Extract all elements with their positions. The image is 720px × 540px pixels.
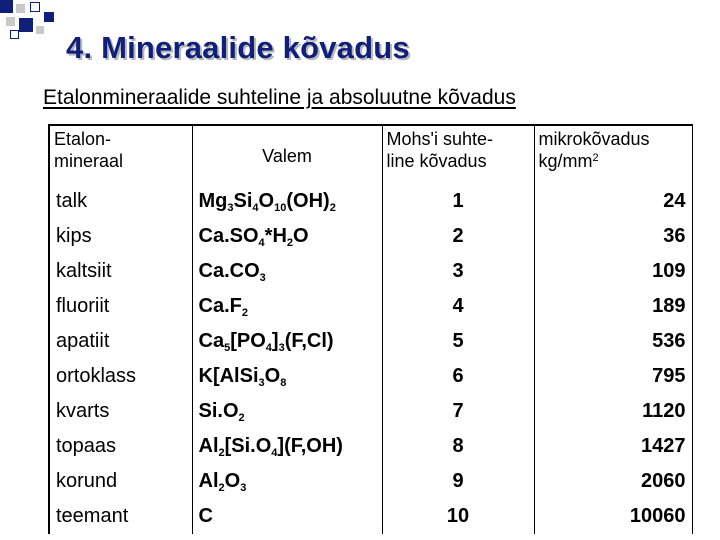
formula-part: O xyxy=(258,190,275,212)
header-microhardness xyxy=(534,125,692,184)
mohs-hardness: 9 xyxy=(382,464,534,499)
table-row xyxy=(49,184,692,219)
mineral-formula xyxy=(192,289,382,324)
microhardness-value: 10060 xyxy=(534,499,692,534)
mineral-name: teemant xyxy=(49,499,192,534)
mineral-formula xyxy=(192,499,382,534)
formula-subscript: 3 xyxy=(259,272,266,284)
mohs-hardness: 4 xyxy=(382,289,534,324)
mineral-name: fluoriit xyxy=(49,289,192,324)
microhardness-value: 1120 xyxy=(534,394,692,429)
deco-square-1 xyxy=(0,0,13,13)
header-mohs-line2: line kõvadus xyxy=(386,151,487,171)
mohs-hardness: 6 xyxy=(382,359,534,394)
mineral-formula xyxy=(192,219,382,254)
formula-part: Ca.CO xyxy=(198,260,260,282)
formula-part: ](F,OH) xyxy=(277,435,343,457)
microhardness-value: 109 xyxy=(534,254,692,289)
formula-part: K[AlSi xyxy=(198,365,259,387)
mohs-hardness: 3 xyxy=(382,254,534,289)
formula-part: *H xyxy=(264,225,287,247)
microhardness-value: 536 xyxy=(534,324,692,359)
formula-subscript: 4 xyxy=(271,447,278,459)
formula-part: (F,Cl) xyxy=(284,330,334,352)
mineral-formula xyxy=(192,429,382,464)
header-micro-unit: kg/mm xyxy=(538,151,593,171)
mineral-name: apatiit xyxy=(49,324,192,359)
table-row xyxy=(49,499,692,534)
table-row xyxy=(49,359,692,394)
header-mineral xyxy=(49,125,192,184)
header-mohs-line1: Mohs'i suhte- xyxy=(386,129,493,149)
formula-subscript: 2 xyxy=(286,237,294,249)
mohs-hardness: 8 xyxy=(382,429,534,464)
formula-subscript: 10 xyxy=(274,202,287,214)
microhardness-value: 1427 xyxy=(534,429,692,464)
deco-square-4 xyxy=(30,2,40,12)
formula-subscript: 8 xyxy=(280,377,287,389)
formula-part: Si xyxy=(233,190,253,212)
formula-subscript: 2 xyxy=(238,412,245,424)
table-row xyxy=(49,464,692,499)
mineral-formula xyxy=(192,394,382,429)
table-row xyxy=(49,254,692,289)
table-header-row xyxy=(49,125,692,184)
microhardness-value: 24 xyxy=(534,184,692,219)
mineral-formula xyxy=(192,324,382,359)
formula-subscript: 3 xyxy=(278,342,285,354)
deco-square-5 xyxy=(19,18,33,32)
formula-part: O xyxy=(224,470,241,492)
formula-part: O xyxy=(264,365,281,387)
formula-part: ] xyxy=(271,330,279,352)
mineral-name: kaltsiit xyxy=(49,254,192,289)
table-row xyxy=(49,289,692,324)
mineral-name: ortoklass xyxy=(49,359,192,394)
mineral-name: talk xyxy=(49,184,192,219)
formula-subscript: 4 xyxy=(258,237,265,249)
microhardness-value: 189 xyxy=(534,289,692,324)
formula-subscript: 5 xyxy=(224,342,231,354)
mohs-hardness: 5 xyxy=(382,324,534,359)
microhardness-value: 795 xyxy=(534,359,692,394)
hardness-table xyxy=(48,124,693,534)
formula-part: (OH) xyxy=(286,190,330,212)
mineral-name: kips xyxy=(49,219,192,254)
formula-subscript: 3 xyxy=(227,202,234,214)
table-row xyxy=(49,429,692,464)
table-row xyxy=(49,394,692,429)
mineral-name: korund xyxy=(49,464,192,499)
formula-part: Al xyxy=(198,470,219,492)
slide-title: 4. Mineraalide kõvadus xyxy=(66,30,410,65)
formula-part: Si.O xyxy=(198,400,239,422)
table-row xyxy=(49,324,692,359)
formula-part: Al xyxy=(198,435,219,457)
mineral-formula xyxy=(192,359,382,394)
formula-part: [Si.O xyxy=(224,435,272,457)
formula-subscript: 4 xyxy=(252,202,259,214)
microhardness-value: 2060 xyxy=(534,464,692,499)
deco-square-2 xyxy=(16,4,25,13)
deco-square-7 xyxy=(36,26,44,34)
formula-part: O xyxy=(293,225,309,247)
mineral-formula xyxy=(192,254,382,289)
formula-part: Mg xyxy=(198,190,228,212)
mohs-hardness: 7 xyxy=(382,394,534,429)
mineral-name: topaas xyxy=(49,429,192,464)
header-micro-unit-exp: 2 xyxy=(592,152,599,164)
formula-subscript: 2 xyxy=(329,202,336,214)
formula-subscript: 2 xyxy=(241,307,248,319)
mineral-name: kvarts xyxy=(49,394,192,429)
formula-part: [PO xyxy=(230,330,266,352)
mineral-formula xyxy=(192,464,382,499)
formula-part: C xyxy=(198,505,213,527)
formula-part: Ca xyxy=(198,330,225,352)
deco-square-8 xyxy=(10,30,19,39)
mohs-hardness: 2 xyxy=(382,219,534,254)
deco-square-3 xyxy=(6,17,15,26)
deco-square-6 xyxy=(44,12,54,22)
header-mineral-line1: Etalon- xyxy=(54,129,112,149)
mohs-hardness: 1 xyxy=(382,184,534,219)
mineral-formula xyxy=(192,184,382,219)
microhardness-value: 36 xyxy=(534,219,692,254)
formula-subscript: 2 xyxy=(218,482,225,494)
formula-part: Ca.SO xyxy=(198,225,259,247)
formula-subscript: 2 xyxy=(218,447,225,459)
table-row xyxy=(49,219,692,254)
formula-subscript: 3 xyxy=(240,482,247,494)
header-mohs xyxy=(382,125,534,184)
formula-subscript: 3 xyxy=(258,377,265,389)
formula-part: Ca.F xyxy=(198,295,242,317)
mohs-hardness: 10 xyxy=(382,499,534,534)
header-micro-line1: mikrokõvadus xyxy=(538,129,650,149)
formula-subscript: 4 xyxy=(265,342,272,354)
header-formula: Valem xyxy=(192,125,382,184)
slide-subtitle: Etalonmineraalide suhteline ja absoluutne kõvadus xyxy=(43,86,516,109)
header-mineral-line2: mineraal xyxy=(54,151,124,171)
